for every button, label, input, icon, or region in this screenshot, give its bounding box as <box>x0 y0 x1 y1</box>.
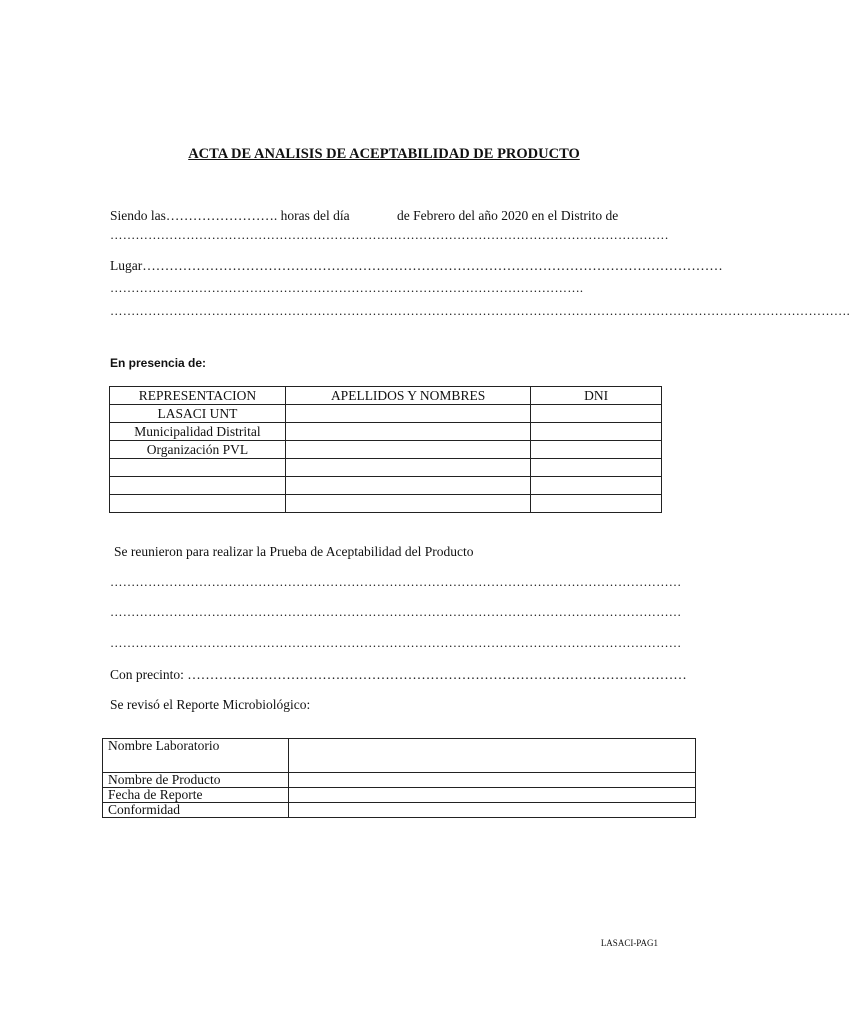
table-cell <box>285 477 530 495</box>
table-cell: Conformidad <box>103 803 289 818</box>
table-cell <box>531 405 662 423</box>
reunieron-line: Se reunieron para realizar la Prueba de Aceptabilidad del Producto <box>114 544 474 559</box>
table-row <box>110 405 662 423</box>
table-cell: Organización PVL <box>110 441 286 459</box>
table-cell: Fecha de Reporte <box>103 788 289 803</box>
table-cell <box>531 495 662 513</box>
table-cell <box>285 405 530 423</box>
presencia-label: En presencia de: <box>110 356 207 370</box>
table-cell <box>531 441 662 459</box>
table-row <box>110 459 662 477</box>
table-row <box>103 773 696 788</box>
dotted-line: …………………………………………………………………………………………………. <box>110 281 584 295</box>
microbiological-report-table <box>102 738 696 818</box>
column-header: APELLIDOS Y NOMBRES <box>285 387 530 405</box>
table-cell <box>531 459 662 477</box>
table-cell <box>531 477 662 495</box>
table-cell <box>285 495 530 513</box>
table-cell <box>288 803 695 818</box>
dotted-line: ……………………………………………………………………………………………………………………… <box>110 605 682 619</box>
dotted-line: …………………………………………………………………………………………………………………………………………………………. <box>110 304 850 318</box>
table-row <box>103 803 696 818</box>
febrero-line: de Febrero del año 2020 en el Distrito de <box>397 208 619 223</box>
table-cell <box>288 788 695 803</box>
table-cell <box>288 739 695 773</box>
table-cell <box>531 423 662 441</box>
page-footer: LASACI-PAG1 <box>600 938 658 948</box>
reviso-line: Se revisó el Reporte Microbiológico: <box>110 697 311 712</box>
table-cell <box>285 459 530 477</box>
table-cell: LASACI UNT <box>110 405 286 423</box>
table-cell <box>110 459 286 477</box>
table-cell <box>110 495 286 513</box>
table-cell <box>285 423 530 441</box>
table-cell: Municipalidad Distrital <box>110 423 286 441</box>
dotted-line: ……………………………………………………………………………………………………………………… <box>110 636 682 650</box>
table-row <box>103 788 696 803</box>
table-row <box>110 423 662 441</box>
precinto-line: Con precinto: ………………………………………………………………………………………………… <box>110 667 687 682</box>
table-cell: Nombre de Producto <box>103 773 289 788</box>
table-cell <box>285 441 530 459</box>
lugar-line: Lugar………………………………………………………………………………………………………………… <box>110 258 723 273</box>
column-header: REPRESENTACION <box>110 387 286 405</box>
table-cell: Nombre Laboratorio <box>103 739 289 773</box>
table-cell <box>110 477 286 495</box>
column-header: DNI <box>531 387 662 405</box>
table-row <box>103 739 696 773</box>
table-header-row <box>110 387 662 405</box>
dotted-line: …………………………………………………………………………………………………………………… <box>110 228 669 242</box>
document-title: ACTA DE ANALISIS DE ACEPTABILIDAD DE PRODUCTO <box>188 146 580 162</box>
dotted-line: ……………………………………………………………………………………………………………………… <box>110 575 682 589</box>
table-row <box>110 495 662 513</box>
representatives-table <box>109 386 662 513</box>
table-cell <box>288 773 695 788</box>
table-row <box>110 441 662 459</box>
siendo-line: Siendo las……………………. horas del día <box>110 208 350 223</box>
table-row <box>110 477 662 495</box>
